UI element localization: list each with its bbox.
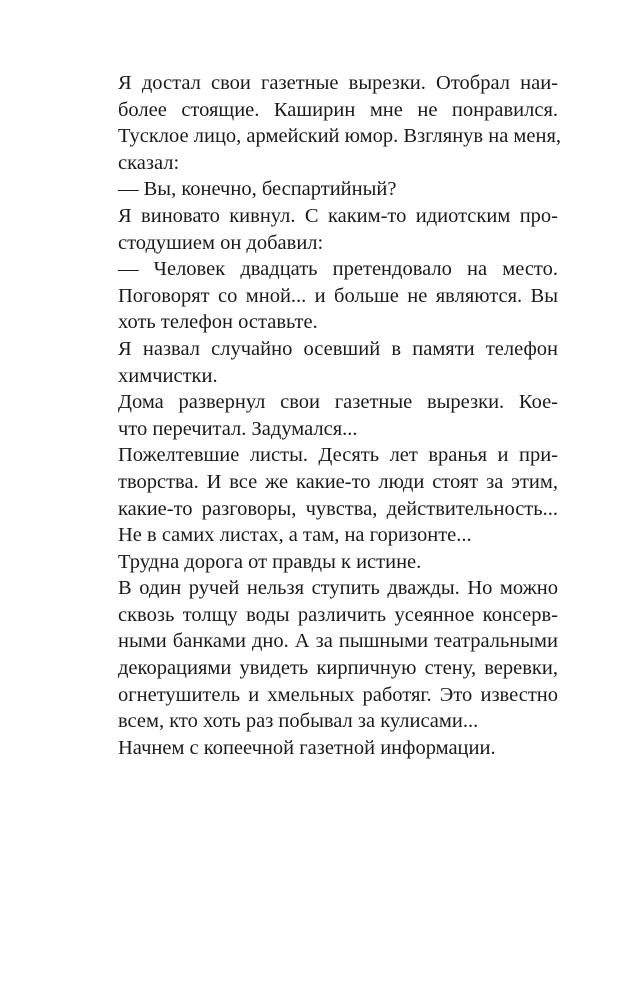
text-line: Я виновато кивнул. С каким-то идиотским про- — [118, 204, 558, 227]
paragraph — [84, 735, 558, 762]
text-line: творства. И все же какие-то люди стоят за этим, — [118, 470, 558, 493]
text-line: хоть телефон оставьте. — [118, 311, 318, 334]
text-line: — Человек двадцать претендовало на место. — [118, 258, 558, 281]
text-line: декорациями увидеть кирпичную стену, веревки, — [118, 657, 558, 680]
text-line: Трудна дорога от правды к истине. — [118, 550, 422, 573]
paragraph — [84, 203, 558, 256]
text-line: Начнем с копеечной газетной информации. — [118, 736, 496, 759]
text-line: сказал: — [118, 151, 180, 174]
paragraph — [84, 70, 562, 176]
text-line: Не в самих листах, а там, на горизонте... — [118, 524, 472, 547]
text-line: Поговорят со мной... и больше не являются. Вы — [118, 284, 558, 307]
text-line: В один ручей нельзя ступить дважды. Но можно — [118, 577, 558, 600]
paragraph — [84, 256, 558, 336]
text-line: что перечитал. Задумался... — [118, 417, 358, 440]
paragraph — [84, 442, 558, 548]
text-line: Дома развернул свои газетные вырезки. Кое- — [118, 391, 558, 414]
text-line: сквозь толщу воды различить усеянное консерв- — [118, 603, 558, 626]
text-line: более стоящие. Каширин мне не понравился. — [118, 98, 558, 121]
paragraph — [84, 336, 558, 389]
text-line: Я назвал случайно осевший в памяти телефон — [118, 337, 558, 360]
paragraph — [84, 549, 558, 576]
text-line: Тусклое лицо, армейский юмор. Взглянув на меня, — [118, 125, 562, 148]
text-line: Пожелтевшие листы. Десять лет вранья и при- — [118, 444, 558, 467]
text-line: Я достал свои газетные вырезки. Отобрал наи- — [118, 72, 558, 94]
text-line: химчистки. — [118, 364, 218, 387]
book-page-text — [84, 70, 562, 761]
paragraph — [84, 176, 558, 203]
text-line: — Вы, конечно, беспартийный? — [118, 178, 397, 201]
text-line: ными банками дно. А за пышными театральными — [118, 630, 558, 653]
paragraph — [84, 389, 558, 442]
paragraph — [84, 575, 558, 735]
text-line: какие-то разговоры, чувства, действительность... — [118, 497, 558, 520]
text-line: всем, кто хоть раз побывал за кулисами... — [118, 710, 479, 733]
text-line: стодушием он добавил: — [118, 231, 324, 254]
text-line: огнетушитель и хмельных работяг. Это известно — [118, 683, 558, 706]
